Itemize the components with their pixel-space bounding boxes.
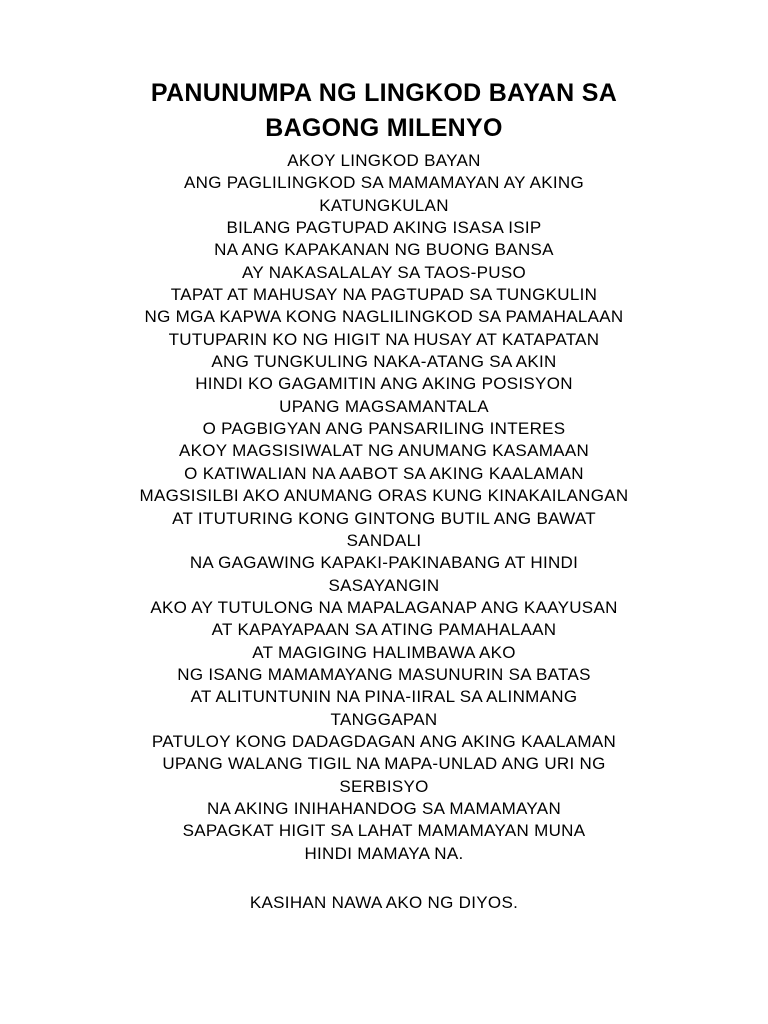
closing-line: KASIHAN NAWA AKO NG DIYOS. — [249, 893, 519, 912]
oath-line: HINDI KO GAGAMITIN ANG AKING POSISYON — [195, 374, 573, 394]
oath-line: PATULOY KONG DADAGDAGAN ANG AKING KAALAMAN — [151, 731, 617, 751]
oath-line: TAPAT AT MAHUSAY NA PAGTUPAD SA TUNGKULIN — [170, 285, 598, 305]
oath-line: BILANG PAGTUPAD AKING ISASA ISIP — [226, 218, 542, 238]
oath-body — [34, 150, 734, 865]
oath-line: AKOY LINGKOD BAYAN — [287, 151, 481, 170]
oath-line: NG ISANG MAMAMAYANG MASUNURIN SA BATAS — [177, 664, 591, 684]
oath-line: NG MGA KAPWA KONG NAGLILINGKOD SA PAMAHALAAN — [144, 307, 624, 327]
oath-line: SERBISYO — [339, 776, 429, 796]
title-line: BAGONG MILENYO — [265, 114, 503, 142]
oath-line: AY NAKASALALAY SA TAOS-PUSO — [241, 262, 526, 282]
oath-line: ANG TUNGKULING NAKA-ATANG SA AKIN — [211, 352, 557, 372]
oath-line: AT ITUTURING KONG GINTONG BUTIL ANG BAWAT — [172, 508, 596, 528]
oath-line: NA AKING INIHAHANDOG SA MAMAMAYAN — [206, 798, 562, 818]
oath-line: HINDI MAMAYA NA. — [304, 843, 464, 863]
oath-line: ANG PAGLILINGKOD SA MAMAMAYAN AY AKING — [184, 173, 584, 193]
oath-line: UPANG MAGSAMANTALA — [279, 396, 489, 416]
oath-line: KATUNGKULAN — [319, 195, 449, 215]
oath-line: AT MAGIGING HALIMBAWA AKO — [252, 642, 516, 662]
oath-line: O KATIWALIAN NA AABOT SA AKING KAALAMAN — [184, 463, 584, 483]
oath-line: AKO AY TUTULONG NA MAPALAGANAP ANG KAAYUSAN — [150, 597, 618, 617]
oath-line: SANDALI — [346, 530, 422, 550]
oath-line: SAPAGKAT HIGIT SA LAHAT MAMAMAYAN MUNA — [182, 821, 586, 841]
oath-line: NA ANG KAPAKANAN NG BUONG BANSA — [214, 240, 554, 260]
oath-line: NA GAGAWING KAPAKI-PAKINABANG AT HINDI — [189, 553, 579, 573]
document-title — [84, 76, 684, 146]
oath-line: UPANG WALANG TIGIL NA MAPA-UNLAD ANG URI NG — [162, 754, 606, 774]
oath-line: SASAYANGIN — [328, 575, 440, 595]
oath-line: MAGSISILBI AKO ANUMANG ORAS KUNG KINAKAILANGAN — [139, 486, 629, 506]
title-line: PANUNUMPA NG LINGKOD BAYAN SA — [150, 79, 618, 107]
oath-line: TANGGAPAN — [330, 709, 438, 729]
oath-line: O PAGBIGYAN ANG PANSARILING INTERES — [202, 419, 566, 439]
oath-line: AT KAPAYAPAAN SA ATING PAMAHALAAN — [211, 620, 557, 640]
oath-line: TUTUPARIN KO NG HIGIT NA HUSAY AT KATAPATAN — [168, 329, 600, 349]
oath-line: AT ALITUNTUNIN NA PINA-IIRAL SA ALINMANG — [190, 687, 578, 707]
oath-line: AKOY MAGSISIWALAT NG ANUMANG KASAMAAN — [178, 441, 590, 461]
